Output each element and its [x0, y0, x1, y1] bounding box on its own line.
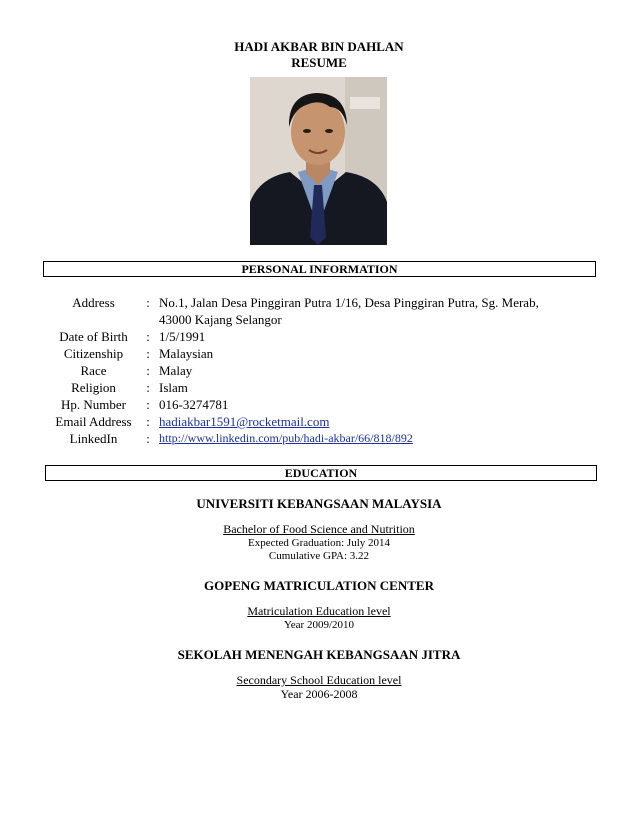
course-name: Secondary School Education level	[236, 673, 402, 687]
education-heading: EDUCATION	[45, 465, 597, 481]
info-row-address	[50, 294, 579, 328]
info-value: Malay	[159, 363, 193, 378]
info-row-race	[50, 362, 579, 379]
resume-header	[0, 39, 638, 71]
info-value: 1/5/1991	[159, 329, 206, 344]
personal-information-table	[50, 294, 579, 447]
info-label: Email Address	[55, 414, 132, 429]
info-value: Malaysian	[159, 346, 214, 361]
info-value: 016-3274781	[159, 397, 229, 412]
school-name: UNIVERSITI KEBANGSAAN MALAYSIA	[196, 496, 442, 511]
info-value	[159, 413, 579, 430]
info-row-email	[50, 413, 579, 430]
address-line-2: 43000 Kajang Selangor	[159, 312, 282, 327]
info-row-phone	[50, 396, 579, 413]
course-name: Bachelor of Food Science and Nutrition	[223, 522, 415, 536]
info-row-linkedin	[50, 430, 579, 447]
email-link[interactable]: hadiakbar1591@rocketmail.com	[159, 414, 330, 429]
info-label: Citizenship	[63, 346, 124, 361]
candidate-name: HADI AKBAR BIN DAHLAN	[234, 39, 404, 54]
resume-subtitle: RESUME	[291, 55, 347, 70]
info-colon: :	[146, 363, 150, 378]
info-row-religion	[50, 379, 579, 396]
info-colon: :	[146, 295, 150, 310]
info-label: Hp. Number	[61, 397, 126, 412]
education-entry-secondary	[0, 647, 638, 701]
address-line-1: No.1, Jalan Desa Pinggiran Putra 1/16, Desa Pinggiran Putra, Sg. Merab,	[159, 295, 539, 310]
education-entry-matriculation	[0, 578, 638, 632]
portrait-photo	[250, 77, 387, 245]
course-name: Matriculation Education level	[247, 604, 391, 618]
info-colon: :	[146, 380, 150, 395]
course-detail: Year 2006-2008	[280, 687, 358, 701]
course-detail: Expected Graduation: July 2014	[247, 537, 391, 549]
info-row-citizenship	[50, 345, 579, 362]
info-label: Address	[72, 295, 115, 310]
info-row-date-of-birth	[50, 328, 579, 345]
info-label: Race	[80, 363, 107, 378]
course-detail: Year 2009/2010	[283, 619, 355, 631]
info-colon: :	[146, 414, 150, 429]
school-name: GOPENG MATRICULATION CENTER	[204, 578, 434, 593]
portrait-illustration-icon	[250, 77, 387, 245]
info-label: LinkedIn	[69, 431, 118, 446]
info-colon: :	[146, 329, 150, 344]
info-value	[159, 430, 579, 447]
school-name: SEKOLAH MENENGAH KEBANGSAAN JITRA	[177, 647, 461, 662]
info-colon: :	[146, 397, 150, 412]
info-label: Date of Birth	[59, 329, 128, 344]
info-colon: :	[146, 346, 150, 361]
info-value	[159, 294, 579, 328]
info-label: Religion	[71, 380, 116, 395]
personal-information-heading: PERSONAL INFORMATION	[43, 261, 596, 277]
education-entry-ukm	[0, 496, 638, 563]
course-detail: Cumulative GPA: 3.22	[268, 550, 370, 562]
linkedin-link[interactable]: http://www.linkedin.com/pub/hadi-akbar/66/818/892	[159, 431, 413, 445]
info-value: Islam	[159, 380, 188, 395]
info-colon: :	[146, 431, 150, 446]
